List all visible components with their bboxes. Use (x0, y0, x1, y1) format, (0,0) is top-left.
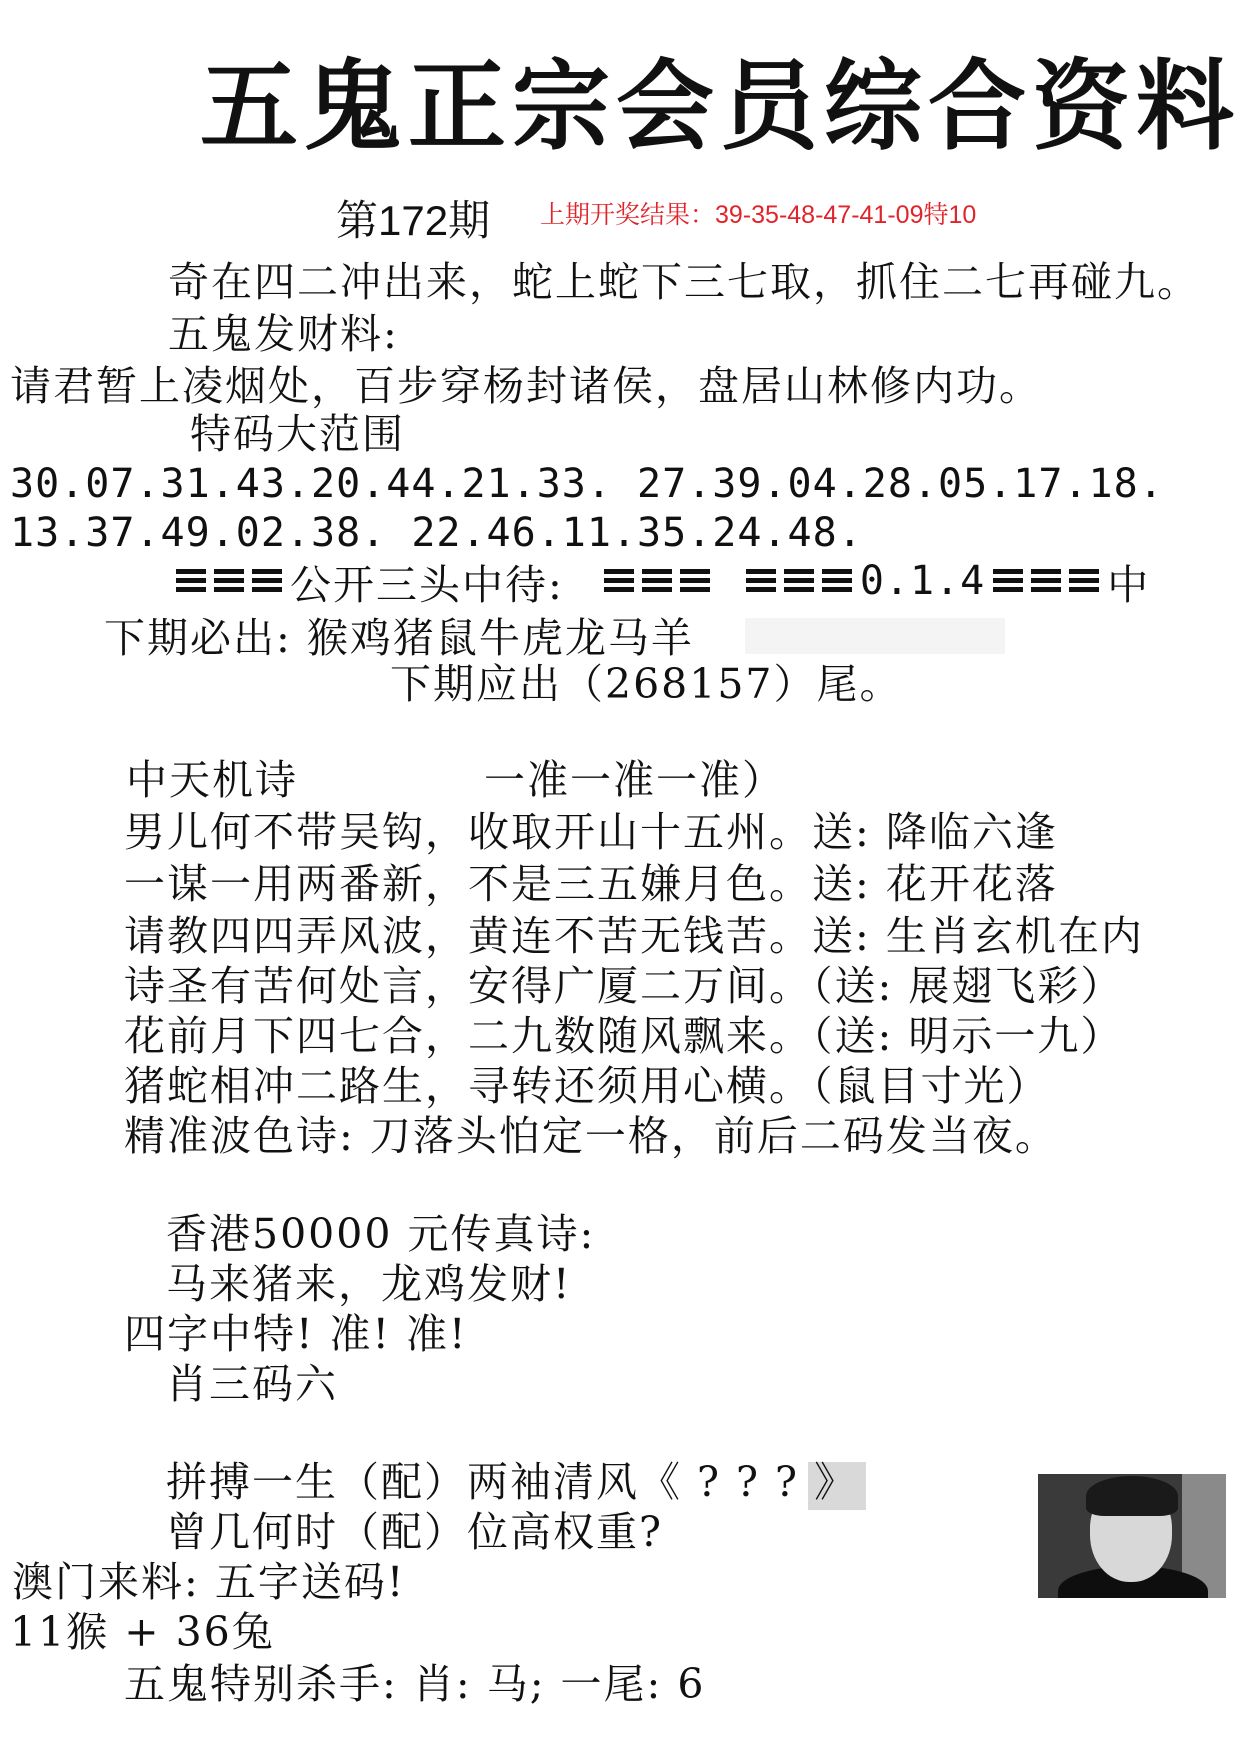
next-tail: 下期应出（268157）尾。 (390, 660, 903, 708)
issue-number: 第172期 (336, 197, 491, 244)
person-photo (1038, 1474, 1226, 1598)
wealth-heading: 五鬼发财料: (168, 310, 399, 358)
block-mark-icon (1069, 569, 1099, 593)
hk-fax-line: 四字中特! 准! 准! (124, 1310, 468, 1358)
poem-line: 诗圣有苦何处言，安得广厦二万间。（送: 展翅飞彩） (124, 962, 1124, 1010)
block-mark-icon (642, 569, 672, 593)
block-mark-icon (822, 569, 852, 593)
block-mark-icon (784, 569, 814, 593)
pair-line: 拼搏一生（配）两袖清风《 ? ? ? 》 (166, 1458, 858, 1506)
poem-title: 中天机诗 (126, 756, 298, 804)
poem-line: 花前月下四七合，二九数随风飘来。（送: 明示一九） (124, 1012, 1124, 1060)
range-numbers-1: 30.07.31.43.20.44.21.33. 27.39.04.28.05.17.18. (10, 461, 1164, 507)
page-title: 五鬼正宗会员综合资料 (200, 50, 1240, 164)
riddle-line: 奇在四二冲出来，蛇上蛇下三七取，抓住二七再碰九。 (168, 258, 1200, 306)
poem-line: 男儿何不带吴钩，收取开山十五州。送: 降临六逢 (124, 808, 1058, 856)
poem-line: 猪蛇相冲二路生，寻转还须用心横。（鼠目寸光） (124, 1062, 1050, 1110)
erased-smudge (745, 618, 1005, 654)
macau-code: 11猴 + 36兔 (10, 1608, 275, 1656)
block-mark-icon (680, 569, 710, 593)
poem-title-right: 一准一准一准） (484, 756, 785, 804)
range-numbers-2: 13.37.49.02.38. 22.46.11.35.24.48. (10, 510, 863, 556)
poem-line: 精准波色诗: 刀落头怕定一格，前后二码发当夜。 (124, 1112, 1058, 1160)
three-heads-label: 公开三头中待: (290, 560, 564, 609)
wealth-line: 请君暂上凌烟处，百步穿杨封诸侯，盘居山林修内功。 (10, 362, 1042, 410)
block-mark-icon (1031, 569, 1061, 593)
three-heads-digits: 0.1.4 (859, 558, 986, 604)
hk-fax-line: 马来猪来，龙鸡发财! (166, 1260, 572, 1308)
three-heads-suffix: 中 (1107, 560, 1151, 609)
block-mark-icon (746, 569, 776, 593)
range-heading: 特码大范围 (190, 410, 405, 458)
block-mark-icon (252, 569, 282, 593)
three-heads-row (176, 558, 1151, 609)
block-mark-icon (214, 569, 244, 593)
macau-heading: 澳门来料: 五字送码! (12, 1558, 406, 1606)
hk-fax-line: 肖三码六 (166, 1360, 338, 1408)
poem-line: 请教四四弄风波，黄连不苦无钱苦。送: 生肖玄机在内 (124, 912, 1144, 960)
last-result: 上期开奖结果：39-35-48-47-41-09特10 (540, 201, 977, 229)
poem-line: 一谋一用两番新，不是三五嫌月色。送: 花开花落 (124, 860, 1058, 908)
hk-fax-heading: 香港50000 元传真诗: (166, 1210, 596, 1258)
block-mark-icon (176, 569, 206, 593)
block-mark-icon (993, 569, 1023, 593)
next-zodiac: 下期必出: 猴鸡猪鼠牛虎龙马羊 (104, 614, 694, 662)
killer-line: 五鬼特别杀手: 肖: 马; 一尾: 6 (124, 1660, 706, 1708)
pair-line: 曾几何时（配）位高权重? (166, 1508, 663, 1556)
block-mark-icon (604, 569, 634, 593)
